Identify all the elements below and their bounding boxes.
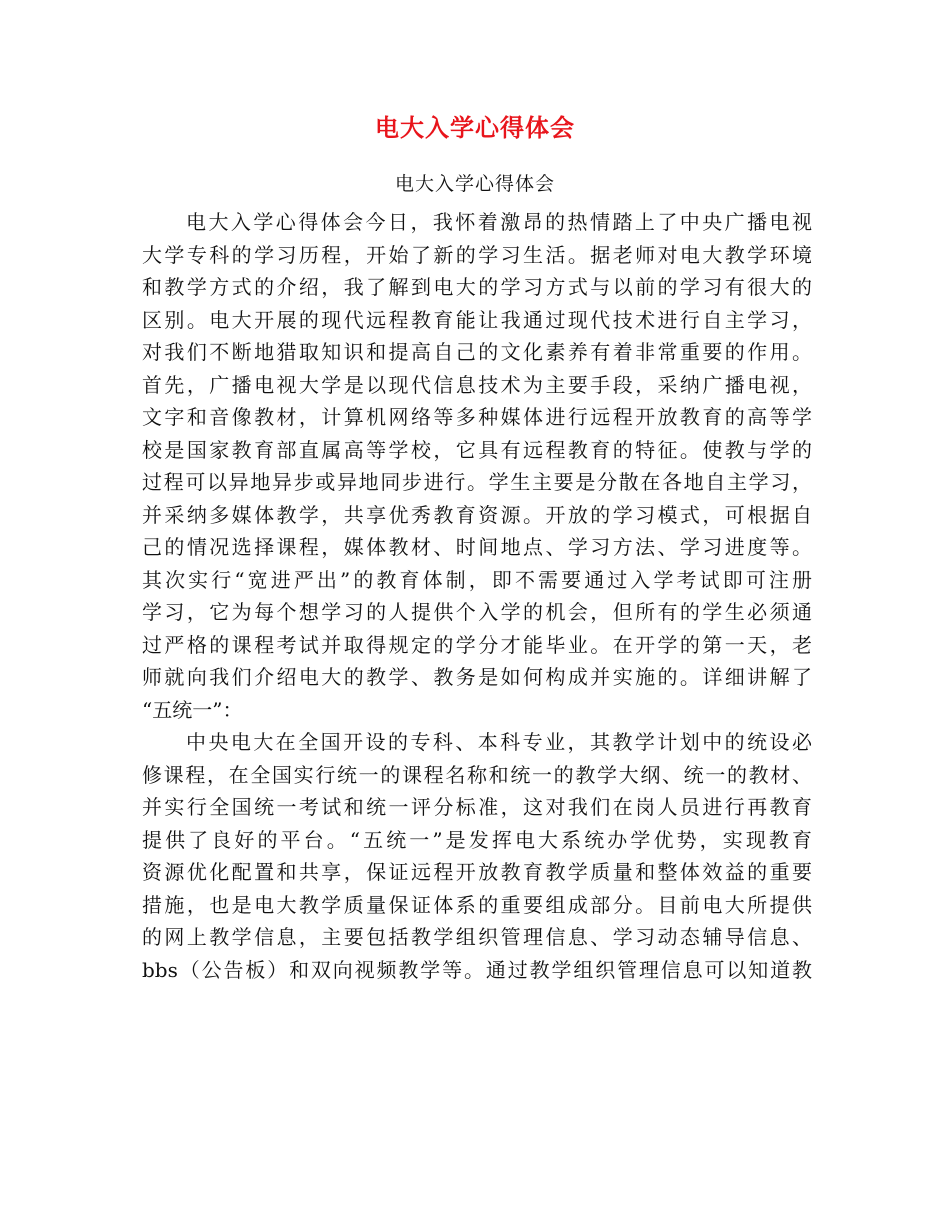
document-subtitle: 电大入学心得体会: [394, 173, 555, 195]
paragraph-1-line: 其次实行“宽进严出”的教育体制，即不需要通过入学考试即可注册: [142, 567, 812, 592]
paragraph-2-line: 措施，也是电大教学质量保证体系的重要组成部分。目前电大所提供: [142, 892, 812, 917]
paragraph-1-line: “五统一”：: [142, 697, 243, 722]
paragraph-2-line: 的网上教学信息，主要包括教学组织管理信息、学习动态辅导信息、: [142, 925, 812, 949]
paragraph-2-line: 并实行全国统一考试和统一评分标准，这对我们在岗人员进行再教育: [142, 795, 812, 819]
paragraph-2-line: 资源优化配置和共享，保证远程开放教育教学质量和整体效益的重要: [142, 860, 812, 884]
paragraph-2-line: 修课程，在全国实行统一的课程名称和统一的教学大纲、统一的教材、: [142, 762, 812, 787]
paragraph-1-line: 首先，广播电视大学是以现代信息技术为主要手段，采纳广播电视，: [142, 372, 812, 397]
paragraph-1-line: 校是国家教育部直属高等学校，它具有远程教育的特征。使教与学的: [142, 437, 812, 462]
document-body: [142, 206, 812, 986]
paragraph-1-line: 大学专科的学习历程，开始了新的学习生活。据老师对电大教学环境: [142, 242, 812, 267]
paragraph-1-line: 文字和音像教材，计算机网络等多种媒体进行远程开放教育的高等学: [142, 405, 812, 429]
paragraph-1-line: 对我们不断地猎取知识和提高自己的文化素养有着非常重要的作用。: [142, 340, 812, 364]
paragraph-1-line: 过严格的课程考试并取得规定的学分才能毕业。在开学的第一天，老: [142, 632, 812, 657]
paragraph-1-line: 师就向我们介绍电大的教学、教务是如何构成并实施的。详细讲解了: [142, 665, 812, 689]
paragraph-1-line: 和教学方式的介绍，我了解到电大的学习方式与以前的学习有很大的: [142, 275, 812, 299]
paragraph-1-line: 电大入学心得体会今日，我怀着激昂的热情踏上了中央广播电视: [186, 210, 812, 234]
paragraph-1-line: 过程可以异地异步或异地同步进行。学生主要是分散在各地自主学习，: [142, 470, 812, 494]
paragraph-1-line: 区别。电大开展的现代远程教育能让我通过现代技术进行自主学习，: [142, 307, 812, 332]
paragraph-2-line: bbs（公告板）和双向视频教学等。通过教学组织管理信息可以知道教: [142, 957, 812, 982]
paragraph-1-line: 并采纳多媒体教学，共享优秀教育资源。开放的学习模式，可根据自: [142, 502, 812, 527]
paragraph-2-line: 提供了良好的平台。“五统一”是发挥电大系统办学优势，实现教育: [142, 827, 812, 852]
document-title: 电大入学心得体会: [375, 113, 575, 142]
paragraph-1-line: 学习，它为每个想学习的人提供个入学的机会，但所有的学生必须通: [142, 600, 812, 624]
paragraph-2-line: 中央电大在全国开设的专科、本科专业，其教学计划中的统设必: [186, 730, 812, 754]
paragraph-1-line: 己的情况选择课程，媒体教材、时间地点、学习方法、学习进度等。: [142, 535, 812, 559]
